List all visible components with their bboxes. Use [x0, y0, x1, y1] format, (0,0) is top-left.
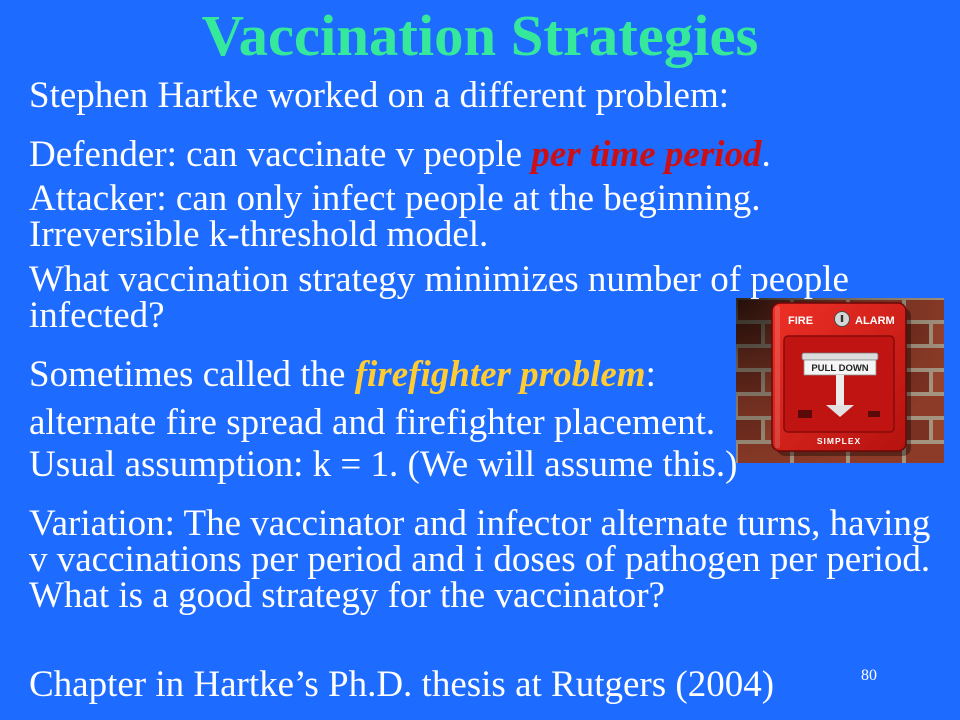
- firefighter-line: [29, 354, 656, 395]
- per-time-period-emphasis: per time period: [531, 134, 762, 175]
- latch-left: [798, 410, 812, 418]
- page-number: 80: [861, 667, 877, 684]
- firefighter-text: Sometimes called the: [29, 354, 346, 395]
- handle-stem: [836, 375, 844, 405]
- slide-title: Vaccination Strategies: [201, 3, 759, 68]
- latch-right: [868, 411, 880, 417]
- question-line-1: What vaccination strategy minimizes number of people: [29, 259, 849, 300]
- firefighter-end: :: [645, 354, 656, 395]
- threshold-model-line: Irreversible k-threshold model.: [29, 214, 489, 255]
- intro-line: Stephen Hartke worked on a different problem:: [29, 75, 730, 116]
- attacker-paragraph: [29, 178, 761, 255]
- variation-line-3: What is a good strategy for the vaccinator?: [29, 575, 665, 616]
- variation-line-2: v vaccinations per period and i doses of pathogen per period.: [29, 539, 931, 580]
- firefighter-problem-emphasis: firefighter problem: [354, 354, 646, 395]
- question-line-2: infected?: [29, 295, 165, 336]
- pull-handle-bar: [802, 353, 878, 360]
- alternate-line: alternate fire spread and firefighter placement.: [29, 402, 716, 443]
- defender-end: .: [761, 134, 771, 175]
- assumption-line: Usual assumption: k = 1. (We will assume this.): [29, 444, 738, 485]
- defender-line: [29, 134, 771, 175]
- defender-text: Defender: can vaccinate v people: [29, 134, 523, 175]
- fire-label: FIRE: [788, 315, 814, 327]
- pull-down-label: PULL DOWN: [811, 363, 869, 374]
- reference-line: Chapter in Hartke’s Ph.D. thesis at Rutgers (2004): [29, 664, 775, 705]
- brand-label: SIMPLEX: [816, 436, 862, 446]
- alarm-label: ALARM: [855, 315, 895, 327]
- question-paragraph: [29, 259, 849, 336]
- variation-line-1: Variation: The vaccinator and infector alternate turns, having: [29, 503, 931, 544]
- variation-paragraph: [29, 503, 931, 616]
- attacker-line: Attacker: can only infect people at the beginning.: [29, 178, 761, 219]
